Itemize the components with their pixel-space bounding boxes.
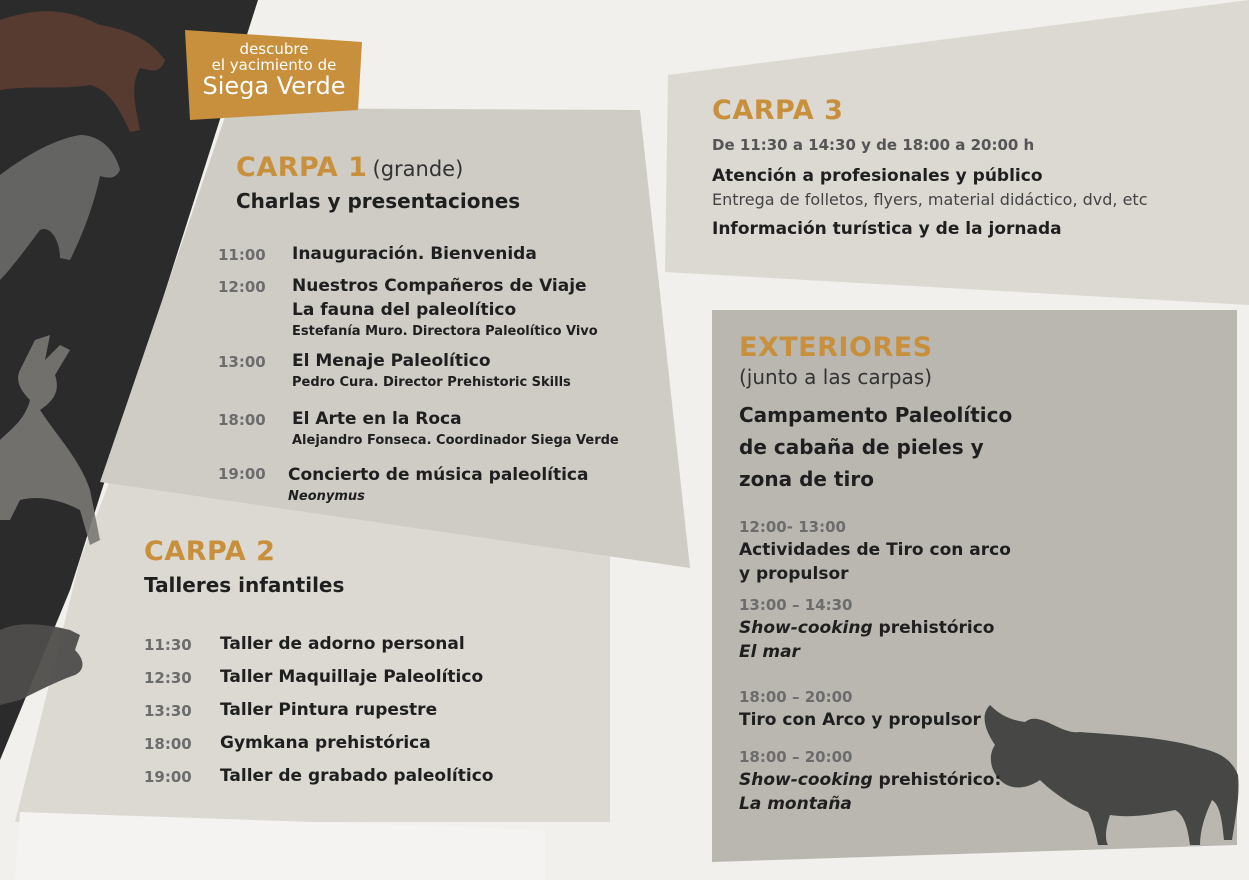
time-label: 18:00 – 20:00 — [739, 748, 853, 766]
event-title: Taller de grabado paleolítico — [220, 766, 494, 786]
event-speaker: Estefanía Muro. Directora Paleolítico Vivo — [292, 324, 598, 339]
event-speaker: Alejandro Fonseca. Coordinador Siega Verde — [292, 433, 619, 448]
time-label: 19:00 — [218, 465, 266, 483]
event-title: El Arte en la Roca — [292, 409, 462, 429]
time-label: 12:00 — [218, 278, 266, 296]
event-title: Taller de adorno personal — [220, 634, 465, 654]
event-title: El Menaje Paleolítico — [292, 351, 491, 371]
exteriores-subtitle-line2: de cabaña de pieles y — [739, 435, 984, 459]
event-line1 — [739, 770, 1001, 790]
exteriores-subtitle-line3: zona de tiro — [739, 467, 874, 491]
carpa1-subtitle: Charlas y presentaciones — [236, 189, 521, 213]
carpa2-subtitle: Talleres infantiles — [144, 573, 345, 597]
schedule-block — [739, 748, 1001, 814]
time-label: 18:00 — [144, 735, 192, 753]
time-label: 18:00 – 20:00 — [739, 688, 853, 706]
carpa3-hours: De 11:30 a 14:30 y de 18:00 a 20:00 h — [712, 136, 1035, 154]
schedule-block — [739, 518, 1011, 584]
carpa2-section — [144, 536, 564, 597]
time-label: 13:00 – 14:30 — [739, 596, 853, 614]
event-line1: Actividades de Tiro con arco — [739, 540, 1011, 560]
event-title: Gymkana prehistórica — [220, 733, 431, 753]
carpa2-title: CARPA 2 — [144, 536, 276, 567]
event-line1-rest: prehistórico: — [872, 770, 1002, 790]
event-title: Nuestros Compañeros de Viaje — [292, 276, 587, 296]
time-label: 13:30 — [144, 702, 192, 720]
carpa1-title: CARPA 1 — [236, 152, 368, 183]
carpa3-title: CARPA 3 — [712, 95, 844, 126]
carpa3-section — [712, 95, 1232, 239]
event-title: Taller Maquillaje Paleolítico — [220, 667, 484, 687]
event-speaker: Pedro Cura. Director Prehistoric Skills — [292, 375, 571, 390]
badge-line3: Siega Verde — [202, 71, 346, 100]
time-label: 11:00 — [218, 246, 266, 264]
carpa1-title-suffix: (grande) — [372, 157, 464, 181]
exteriores-subtitle-line1: Campamento Paleolítico — [739, 403, 1013, 427]
event-title: Concierto de música paleolítica — [288, 465, 589, 485]
time-label: 13:00 — [218, 353, 266, 371]
event-line1 — [739, 618, 994, 638]
event-line2: La montaña — [739, 794, 852, 814]
time-label: 18:00 — [218, 411, 266, 429]
event-line1-em: Show-cooking — [739, 770, 873, 790]
exteriores-title: EXTERIORES — [739, 332, 933, 363]
exteriores-note: (junto a las carpas) — [739, 365, 932, 389]
schedule-block — [739, 596, 994, 662]
exteriores-section — [739, 332, 1219, 495]
badge-line1: descubre — [239, 40, 309, 58]
event-speaker: Neonymus — [288, 489, 365, 504]
event-line1-em: Show-cooking — [739, 618, 873, 638]
event-title: Inauguración. Bienvenida — [292, 244, 537, 264]
carpa3-line2: Entrega de folletos, flyers, material didáctico, dvd, etc — [712, 190, 1148, 209]
event-title: Taller Pintura rupestre — [220, 700, 438, 720]
carpa1-heading — [236, 152, 656, 183]
event-line2: El mar — [739, 642, 800, 662]
carpa3-line3: Información turística y de la jornada — [712, 219, 1062, 239]
time-label: 12:30 — [144, 669, 192, 687]
schedule-block — [739, 688, 981, 730]
event-title-line2: La fauna del paleolítico — [292, 300, 517, 320]
carpa1-section — [236, 152, 656, 213]
time-label: 12:00- 13:00 — [739, 518, 846, 536]
event-line1-rest: prehistórico — [872, 618, 995, 638]
event-line2: y propulsor — [739, 564, 849, 584]
time-label: 19:00 — [144, 768, 192, 786]
event-line1: Tiro con Arco y propulsor — [739, 710, 981, 730]
time-label: 11:30 — [144, 636, 192, 654]
site-badge — [190, 42, 358, 99]
badge-line2: el yacimiento de — [211, 55, 337, 74]
carpa3-line1: Atención a profesionales y público — [712, 166, 1043, 186]
